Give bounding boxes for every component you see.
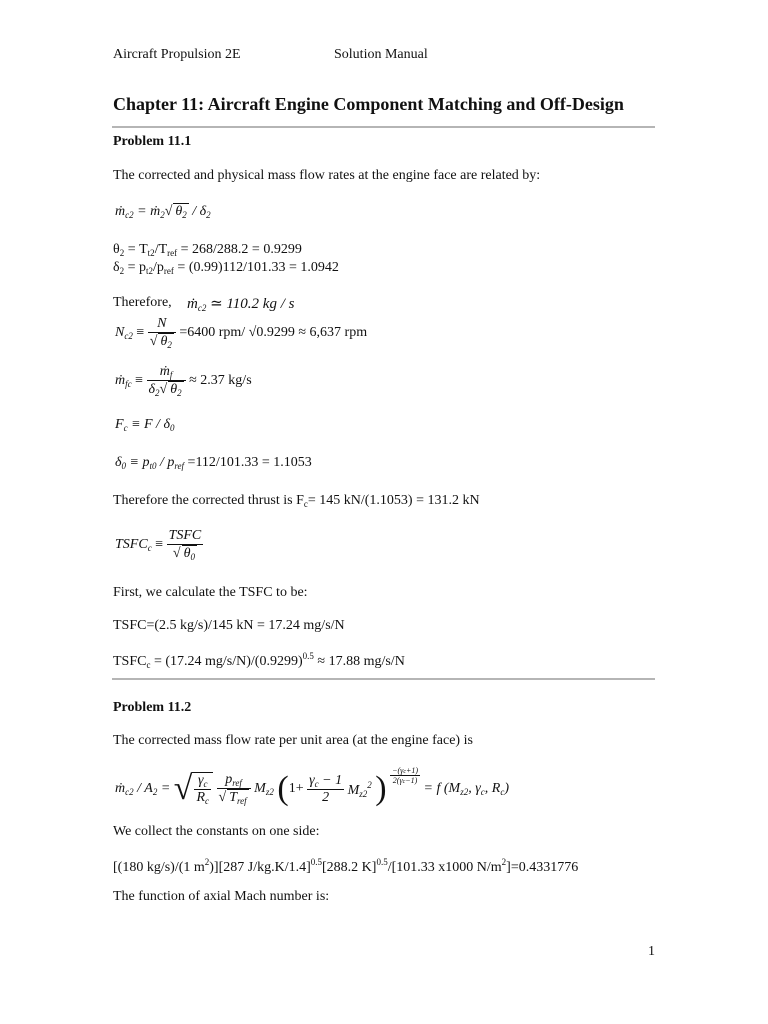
chapter-title: Chapter 11: Aircraft Engine Component Matching and Off-Design — [113, 94, 624, 114]
corrected-thrust-line: Therefore the corrected thrust is $F_c= 145$ kN/(1.1053) = 131.2 kN — [113, 493, 480, 509]
delta0-value: =112/101.33 = 1.1053 — [187, 455, 312, 470]
header-book-title: Aircraft Propulsion 2E — [113, 47, 241, 62]
problem-divider — [112, 678, 655, 680]
corrected-tsfc-line: $TSFC_c = (17.24$ $mg/s/N)/(0.9299)^{0.5} \approx 17.88$ mg/s/N — [113, 651, 405, 670]
corrected-mass-flow-equation: ṁ$_{c2}$ = ṁ$_2$√ $\theta_2 / \delta_2$ — [115, 204, 211, 220]
corrected-tsfc-definition: $TSFC_c$ ≡ $\frac{\text{TSFC}}{√ \theta_0}$ — [115, 528, 202, 562]
chapter-divider — [112, 126, 655, 128]
delta0-equation: $\delta_0 \equiv p_{t0} / p_{ref} =112/101.33 = 1.1053$ — [115, 455, 312, 471]
header-manual-title: Solution Manual — [334, 47, 428, 62]
function-intro: The function of axial Mach number is: — [113, 889, 330, 904]
problem-11-2-heading: Problem 11.2 — [113, 700, 192, 715]
corrected-fuel-flow-value: ≈ 2.37 kg/s — [189, 373, 252, 389]
tsfc-line: TSFC=(2.5 kg/s)/145 kN = 17.24 mg/s/N — [113, 618, 345, 633]
tsfc-intro: First, we calculate the TSFC to be: — [113, 585, 308, 600]
problem-11-2-intro: The corrected mass flow rate per unit area (at the engine face) is — [113, 733, 473, 748]
corrected-speed-equation: $N_{c2}$ ≡ $\frac{N}{√ \theta_2}$ =6400 rpm/ √0.9299 ≈ 6,637 rpm — [115, 316, 368, 350]
delta2-line: $\delta_2 = p_{t2}/p_{ref} = (0.99)112/101.33 = 1.0942$ — [113, 260, 339, 276]
corrected-thrust-definition: $F_c \equiv F / \delta_0$ — [115, 417, 175, 433]
constants-intro: We collect the constants on one side: — [113, 824, 320, 839]
therefore-label: Therefore, — [113, 295, 172, 310]
therefore-mass-flow-value: ṁ$_{c2}$ ≃ 110.2 kg / s — [187, 296, 295, 313]
constants-line: [(180 kg/s)/(1 $m^2)][287$ J/kg.K/1.4]$^{0.5}$[288.2 K]$^{0.5}$/[101.33 x1000 $N/m^2]=0.4331776$ — [113, 857, 579, 875]
mass-flow-per-area-equation: ṁ$_{c2}$ / $A_2$ = √ $\frac{\gamma_c}{R_c}$ $\frac{p_{ref}}{√ T_{ref}}$ $M_{z2}$ (1+ $\frac{\gamma_c - 1}{2}$ $M_{z2}^2$ ) $\frac{-(\gamma c+1)}{2(\gamma c-1)}$ = f ($M_{z2}$, $\gamma_c$, $R_c$) — [115, 766, 509, 807]
problem-11-1-heading: Problem 11.1 — [113, 134, 192, 149]
problem-11-1-intro: The corrected and physical mass flow rates at the engine face are related by: — [113, 168, 541, 183]
theta2-line: $\theta_2 = T_{t2}/T_{ref} = 268/288.2 = 0.9299$ — [113, 242, 302, 258]
corrected-speed-value: =6400 rpm/ √0.9299 ≈ 6,637 rpm — [179, 325, 368, 341]
corrected-fuel-flow-equation: ṁ$_{fc}$ ≡ $\frac{ṁ_f}{\delta_2√ \theta_2}$ ≈ 2.37 kg/s — [115, 364, 252, 398]
page-number: 1 — [648, 944, 655, 959]
